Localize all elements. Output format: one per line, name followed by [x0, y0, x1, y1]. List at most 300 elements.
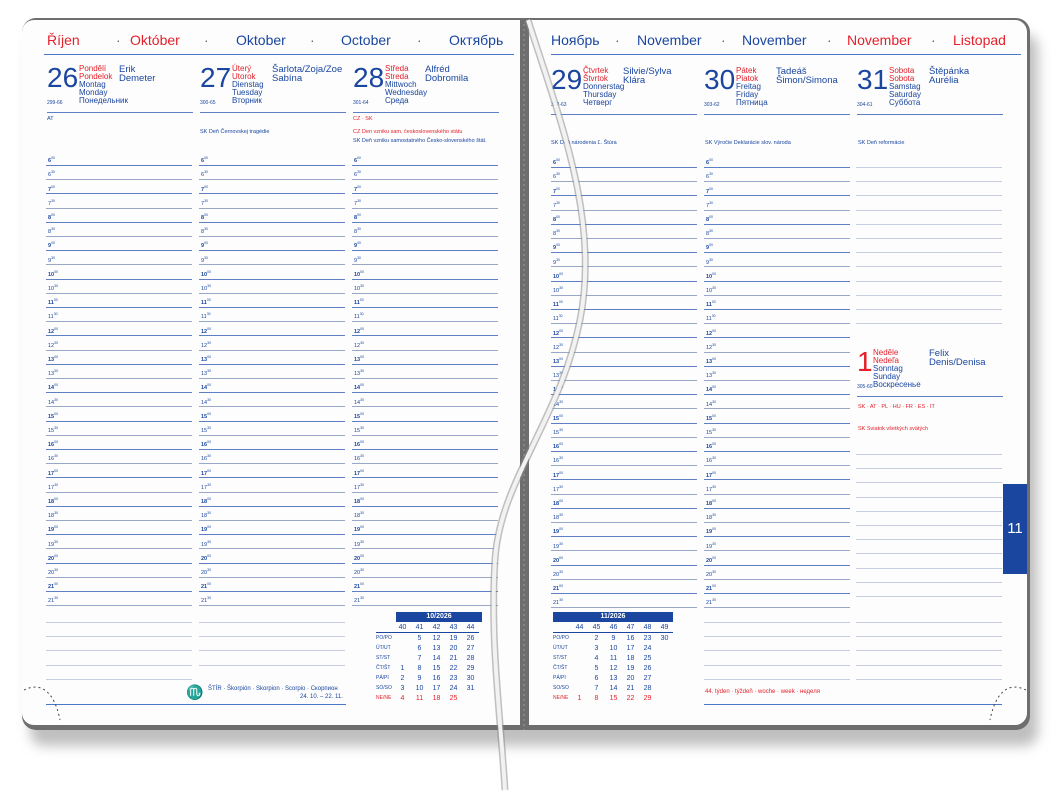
hour-row[interactable] — [551, 494, 697, 509]
calendar-day[interactable]: 11 — [609, 654, 618, 662]
hour-row[interactable] — [46, 407, 192, 422]
hour-label: $16^{30}$ — [201, 454, 212, 463]
calendar-day[interactable]: 8 — [417, 664, 422, 672]
hour-row[interactable] — [551, 224, 697, 239]
calendar-day[interactable] — [394, 653, 411, 663]
calendar-day[interactable]: 18 — [432, 694, 441, 702]
note-line[interactable] — [856, 281, 1002, 296]
note-line[interactable] — [199, 636, 345, 651]
hour-label: $20^{30}$ — [553, 569, 564, 578]
hour-row[interactable] — [704, 323, 850, 338]
calendar-day[interactable]: 10 — [609, 644, 618, 652]
calendar-day[interactable]: 22 — [449, 664, 458, 672]
calendar-day[interactable]: 30 — [660, 634, 669, 642]
hour-row[interactable] — [46, 435, 192, 450]
calendar-day[interactable] — [656, 693, 673, 703]
hour-row[interactable] — [199, 293, 345, 308]
hour-row[interactable] — [352, 392, 498, 407]
hour-row[interactable] — [199, 577, 345, 592]
calendar-day[interactable]: 9 — [611, 634, 616, 642]
note-line[interactable] — [856, 267, 1002, 282]
note-line[interactable] — [704, 608, 850, 623]
hour-row[interactable] — [352, 407, 498, 422]
hour-row[interactable] — [551, 153, 697, 168]
hour-row[interactable] — [551, 593, 697, 608]
hour-row[interactable] — [46, 520, 192, 535]
hour-row[interactable] — [704, 494, 850, 509]
hour-row[interactable] — [352, 250, 498, 265]
hour-row[interactable] — [551, 210, 697, 225]
note-line[interactable] — [46, 665, 192, 680]
calendar-day[interactable]: 1 — [577, 694, 582, 702]
week-number: 43 — [445, 622, 462, 633]
calendar-day[interactable]: 17 — [432, 684, 441, 692]
hour-row[interactable] — [551, 508, 697, 523]
hour-row[interactable] — [46, 236, 192, 251]
hour-label: $17^{30}$ — [706, 484, 717, 493]
note-line[interactable] — [856, 511, 1002, 526]
hour-row[interactable] — [704, 565, 850, 580]
hour-row[interactable] — [352, 151, 498, 166]
hour-row[interactable] — [352, 549, 498, 564]
hour-row[interactable] — [46, 463, 192, 478]
hour-row[interactable] — [46, 378, 192, 393]
hour-row[interactable] — [551, 465, 697, 480]
hour-row[interactable] — [704, 480, 850, 495]
note-line[interactable] — [856, 224, 1002, 239]
hour-row[interactable] — [551, 196, 697, 211]
note-line[interactable] — [856, 440, 1002, 455]
hour-row[interactable] — [46, 549, 192, 564]
note-line[interactable] — [856, 636, 1002, 651]
hour-row[interactable] — [352, 492, 498, 507]
calendar-day[interactable]: 21 — [449, 654, 458, 662]
calendar-day[interactable]: 21 — [626, 684, 635, 692]
calendar-day[interactable] — [656, 673, 673, 683]
calendar-day[interactable]: 8 — [594, 694, 599, 702]
hour-row[interactable] — [704, 423, 850, 438]
hour-row[interactable] — [352, 350, 498, 365]
note-line[interactable] — [46, 608, 192, 623]
note-line[interactable] — [856, 196, 1002, 211]
calendar-day[interactable] — [394, 643, 411, 653]
hour-row[interactable] — [704, 522, 850, 537]
hour-row[interactable] — [704, 181, 850, 196]
hour-row[interactable] — [551, 267, 697, 282]
hour-row[interactable] — [551, 252, 697, 267]
calendar-day[interactable]: 2 — [400, 674, 405, 682]
calendar-day[interactable]: 3 — [400, 684, 405, 692]
hour-label: $20^{00}$ — [706, 555, 717, 564]
hour-label: $6^{30}$ — [354, 170, 361, 179]
hour-row[interactable] — [704, 224, 850, 239]
calendar-day[interactable]: 5 — [417, 634, 422, 642]
hour-row[interactable] — [199, 336, 345, 351]
hour-row[interactable] — [352, 222, 498, 237]
hour-row[interactable] — [704, 167, 850, 182]
hour-row[interactable] — [352, 506, 498, 521]
calendar-day[interactable]: 16 — [626, 634, 635, 642]
calendar-day[interactable]: 26 — [466, 634, 475, 642]
hour-row[interactable] — [199, 449, 345, 464]
calendar-day[interactable]: 9 — [417, 674, 422, 682]
hour-row[interactable] — [551, 394, 697, 409]
hour-row[interactable] — [199, 492, 345, 507]
note-line[interactable] — [856, 539, 1002, 554]
hour-row[interactable] — [352, 435, 498, 450]
hour-row[interactable] — [551, 309, 697, 324]
hour-row[interactable] — [551, 437, 697, 452]
note-line[interactable] — [856, 295, 1002, 310]
note-line[interactable] — [856, 525, 1002, 540]
note-line[interactable] — [856, 497, 1002, 512]
calendar-day[interactable]: 15 — [432, 664, 441, 672]
calendar-day[interactable]: 30 — [466, 674, 475, 682]
note-line[interactable] — [856, 665, 1002, 680]
hour-row[interactable] — [46, 577, 192, 592]
calendar-day[interactable] — [571, 663, 588, 673]
calendar-day[interactable]: 3 — [594, 644, 599, 652]
hour-row[interactable] — [704, 252, 850, 267]
hour-row[interactable] — [551, 522, 697, 537]
note-line[interactable] — [704, 636, 850, 651]
calendar-day[interactable]: 29 — [643, 694, 652, 702]
hour-row[interactable] — [352, 293, 498, 308]
hour-row[interactable] — [551, 238, 697, 253]
note-line[interactable] — [46, 651, 192, 666]
hour-row[interactable] — [46, 279, 192, 294]
calendar-day[interactable]: 13 — [609, 674, 618, 682]
hour-row[interactable] — [551, 167, 697, 182]
calendar-day[interactable]: 19 — [626, 664, 635, 672]
hour-row[interactable] — [551, 338, 697, 353]
hour-row[interactable] — [199, 236, 345, 251]
calendar-day[interactable]: 24 — [643, 644, 652, 652]
hour-row[interactable] — [704, 210, 850, 225]
weekday-english: Sunday — [873, 372, 901, 381]
note-line[interactable] — [856, 468, 1002, 483]
calendar-day[interactable]: 16 — [432, 674, 441, 682]
calendar-day[interactable]: 6 — [594, 674, 599, 682]
hour-row[interactable] — [46, 307, 192, 322]
calendar-day[interactable]: 23 — [449, 674, 458, 682]
hour-row[interactable] — [46, 350, 192, 365]
calendar-day[interactable] — [656, 663, 673, 673]
hour-row[interactable] — [352, 321, 498, 336]
hour-row[interactable] — [46, 222, 192, 237]
note-line[interactable] — [199, 608, 345, 623]
calendar-day[interactable] — [571, 633, 588, 644]
hour-row[interactable] — [704, 394, 850, 409]
hour-row[interactable] — [199, 250, 345, 265]
header-rule — [551, 54, 1021, 55]
hour-row[interactable] — [46, 534, 192, 549]
hour-row[interactable] — [199, 222, 345, 237]
note-line[interactable] — [856, 181, 1002, 196]
calendar-day[interactable]: 29 — [466, 664, 475, 672]
hour-row[interactable] — [704, 451, 850, 466]
calendar-day[interactable]: 4 — [400, 694, 405, 702]
hour-row[interactable] — [704, 409, 850, 424]
month-tab[interactable]: 11 — [1003, 484, 1027, 574]
calendar-day[interactable]: 7 — [594, 684, 599, 692]
note-line[interactable] — [704, 651, 850, 666]
hour-row[interactable] — [551, 451, 697, 466]
hour-row[interactable] — [46, 165, 192, 180]
nameday-czech: Štěpánka — [929, 66, 970, 77]
hour-row[interactable] — [551, 323, 697, 338]
calendar-day[interactable] — [571, 643, 588, 653]
hour-row[interactable] — [352, 336, 498, 351]
hour-row[interactable] — [551, 181, 697, 196]
hour-row[interactable] — [199, 506, 345, 521]
hour-row[interactable] — [46, 250, 192, 265]
hour-row[interactable] — [352, 179, 498, 194]
note-line[interactable] — [704, 665, 850, 680]
hour-label: $18^{30}$ — [201, 511, 212, 519]
hour-label: $20^{00}$ — [354, 553, 365, 562]
calendar-day[interactable]: 15 — [609, 694, 618, 702]
hour-row[interactable] — [704, 593, 850, 608]
calendar-day[interactable]: 1 — [400, 664, 405, 672]
calendar-day[interactable]: 14 — [609, 684, 618, 692]
hour-row[interactable] — [199, 279, 345, 294]
note-line[interactable] — [856, 167, 1002, 182]
calendar-day[interactable]: 23 — [643, 634, 652, 642]
hour-row[interactable] — [704, 295, 850, 310]
calendar-day[interactable] — [656, 683, 673, 693]
note-line[interactable] — [856, 582, 1002, 597]
hour-row[interactable] — [551, 281, 697, 296]
hour-row[interactable] — [704, 508, 850, 523]
hour-row[interactable] — [704, 579, 850, 594]
hour-row[interactable] — [46, 506, 192, 521]
hour-row[interactable] — [551, 352, 697, 367]
calendar-day[interactable]: 20 — [449, 644, 458, 652]
hour-row[interactable] — [352, 563, 498, 578]
hour-row[interactable] — [704, 196, 850, 211]
hour-row[interactable] — [46, 591, 192, 606]
hour-row[interactable] — [352, 279, 498, 294]
hour-row[interactable] — [704, 338, 850, 353]
hour-row[interactable] — [551, 551, 697, 566]
hour-row[interactable] — [352, 421, 498, 436]
calendar-day[interactable]: 12 — [432, 634, 441, 642]
hour-row[interactable] — [46, 364, 192, 379]
hour-row[interactable] — [199, 151, 345, 166]
hour-row[interactable] — [46, 194, 192, 209]
calendar-day[interactable]: 28 — [466, 654, 475, 662]
calendar-day[interactable]: 25 — [643, 654, 652, 662]
hour-row[interactable] — [352, 478, 498, 493]
calendar-day[interactable] — [571, 653, 588, 663]
hour-row[interactable] — [46, 563, 192, 578]
calendar-day[interactable] — [656, 643, 673, 653]
hour-row[interactable] — [46, 293, 192, 308]
calendar-day[interactable]: 28 — [643, 684, 652, 692]
hour-row[interactable] — [46, 421, 192, 436]
hour-row[interactable] — [551, 565, 697, 580]
calendar-day[interactable]: 12 — [609, 664, 618, 672]
hour-row[interactable] — [704, 281, 850, 296]
hour-row[interactable] — [199, 421, 345, 436]
hour-row[interactable] — [46, 478, 192, 493]
hour-row[interactable] — [199, 463, 345, 478]
hour-row[interactable] — [46, 265, 192, 280]
note-line[interactable] — [856, 568, 1002, 583]
hour-row[interactable] — [551, 423, 697, 438]
hour-row[interactable] — [704, 153, 850, 168]
hour-row[interactable] — [199, 435, 345, 450]
hour-row[interactable] — [199, 265, 345, 280]
hour-row[interactable] — [199, 549, 345, 564]
hour-row[interactable] — [199, 194, 345, 209]
hour-row[interactable] — [352, 534, 498, 549]
hour-row[interactable] — [704, 437, 850, 452]
note-line[interactable] — [856, 651, 1002, 666]
calendar-day[interactable] — [462, 693, 479, 703]
hour-row[interactable] — [551, 366, 697, 381]
calendar-day[interactable]: 19 — [449, 634, 458, 642]
hour-row[interactable] — [704, 309, 850, 324]
calendar-day[interactable]: 7 — [417, 654, 422, 662]
hour-row[interactable] — [46, 179, 192, 194]
hour-row[interactable] — [551, 409, 697, 424]
hour-row[interactable] — [199, 350, 345, 365]
hour-row[interactable] — [46, 151, 192, 166]
calendar-day[interactable] — [394, 633, 411, 644]
hour-row[interactable] — [199, 208, 345, 223]
calendar-day[interactable]: 20 — [626, 674, 635, 682]
hour-row[interactable] — [352, 265, 498, 280]
calendar-day[interactable]: 22 — [626, 694, 635, 702]
note-line[interactable] — [856, 238, 1002, 253]
hour-row[interactable] — [704, 238, 850, 253]
note-line[interactable] — [704, 622, 850, 637]
hour-label: $18^{30}$ — [48, 511, 59, 519]
hour-row[interactable] — [551, 380, 697, 395]
month-german: November — [742, 32, 807, 48]
day-number: 29 — [551, 64, 583, 95]
hour-row[interactable] — [551, 536, 697, 551]
calendar-day[interactable] — [571, 683, 588, 693]
hour-row[interactable] — [352, 591, 498, 606]
hour-label: $21^{00}$ — [553, 584, 564, 592]
hour-row[interactable] — [199, 392, 345, 407]
hour-row[interactable] — [704, 380, 850, 395]
calendar-day[interactable] — [571, 673, 588, 683]
note-line[interactable] — [856, 454, 1002, 469]
calendar-day[interactable]: 13 — [432, 644, 441, 652]
calendar-day[interactable] — [656, 653, 673, 663]
note-line[interactable] — [856, 622, 1002, 637]
note-line[interactable] — [856, 210, 1002, 225]
calendar-day[interactable]: 5 — [594, 664, 599, 672]
hour-label: $11^{00}$ — [553, 300, 563, 308]
hour-row[interactable] — [352, 307, 498, 322]
calendar-day[interactable]: 11 — [415, 694, 424, 702]
hour-row[interactable] — [352, 520, 498, 535]
note-line[interactable] — [199, 651, 345, 666]
hour-row[interactable] — [46, 492, 192, 507]
calendar-day[interactable]: 17 — [626, 644, 635, 652]
hour-row[interactable] — [704, 352, 850, 367]
note-line[interactable] — [856, 153, 1002, 168]
note-line[interactable] — [856, 554, 1002, 569]
week-number: 44 — [571, 622, 588, 633]
note-line[interactable] — [46, 636, 192, 651]
hour-row[interactable] — [704, 267, 850, 282]
hour-row[interactable] — [199, 307, 345, 322]
hour-row[interactable] — [199, 179, 345, 194]
note-line[interactable] — [856, 252, 1002, 267]
hour-label: $16^{00}$ — [354, 440, 365, 448]
note-line[interactable] — [856, 309, 1002, 324]
hour-row[interactable] — [46, 392, 192, 407]
holiday-note: SK Deň národenia Ľ. Štúra — [551, 140, 617, 146]
hour-row[interactable] — [46, 449, 192, 464]
hour-row[interactable] — [352, 165, 498, 180]
hour-row[interactable] — [704, 366, 850, 381]
hour-row[interactable] — [352, 577, 498, 592]
hour-row[interactable] — [704, 465, 850, 480]
hour-row[interactable] — [352, 236, 498, 251]
hour-row[interactable] — [199, 520, 345, 535]
hour-row[interactable] — [704, 551, 850, 566]
hour-row[interactable] — [199, 563, 345, 578]
hour-row[interactable] — [199, 321, 345, 336]
hour-row[interactable] — [551, 480, 697, 495]
calendar-day[interactable]: 4 — [594, 654, 599, 662]
hour-row[interactable] — [352, 194, 498, 209]
hour-row[interactable] — [352, 364, 498, 379]
calendar-day[interactable]: 24 — [449, 684, 458, 692]
calendar-day[interactable]: 27 — [643, 674, 652, 682]
mini-calendar-title: 10/2026 — [396, 612, 482, 622]
hour-row[interactable] — [199, 378, 345, 393]
hour-row[interactable] — [352, 449, 498, 464]
hour-row[interactable] — [352, 208, 498, 223]
calendar-day[interactable]: 27 — [466, 644, 475, 652]
hour-row[interactable] — [551, 295, 697, 310]
note-line[interactable] — [199, 622, 345, 637]
hour-row[interactable] — [352, 463, 498, 478]
hour-row[interactable] — [46, 321, 192, 336]
hour-row[interactable] — [199, 478, 345, 493]
hour-row[interactable] — [199, 364, 345, 379]
note-line[interactable] — [856, 483, 1002, 498]
hour-row[interactable] — [199, 591, 345, 606]
calendar-day[interactable]: 26 — [643, 664, 652, 672]
hour-row[interactable] — [199, 534, 345, 549]
hour-row[interactable] — [46, 336, 192, 351]
calendar-day[interactable]: 10 — [415, 684, 424, 692]
note-line[interactable] — [46, 622, 192, 637]
calendar-day[interactable]: 6 — [417, 644, 422, 652]
calendar-day[interactable]: 31 — [466, 684, 475, 692]
hour-row[interactable] — [199, 407, 345, 422]
calendar-day[interactable]: 18 — [626, 654, 635, 662]
hour-row[interactable] — [551, 579, 697, 594]
hour-row[interactable] — [46, 208, 192, 223]
calendar-day[interactable]: 25 — [449, 694, 458, 702]
hour-row[interactable] — [199, 165, 345, 180]
calendar-day[interactable]: 2 — [594, 634, 599, 642]
hour-row[interactable] — [704, 536, 850, 551]
note-line[interactable] — [856, 608, 1002, 623]
calendar-day[interactable]: 14 — [432, 654, 441, 662]
hour-row[interactable] — [352, 378, 498, 393]
